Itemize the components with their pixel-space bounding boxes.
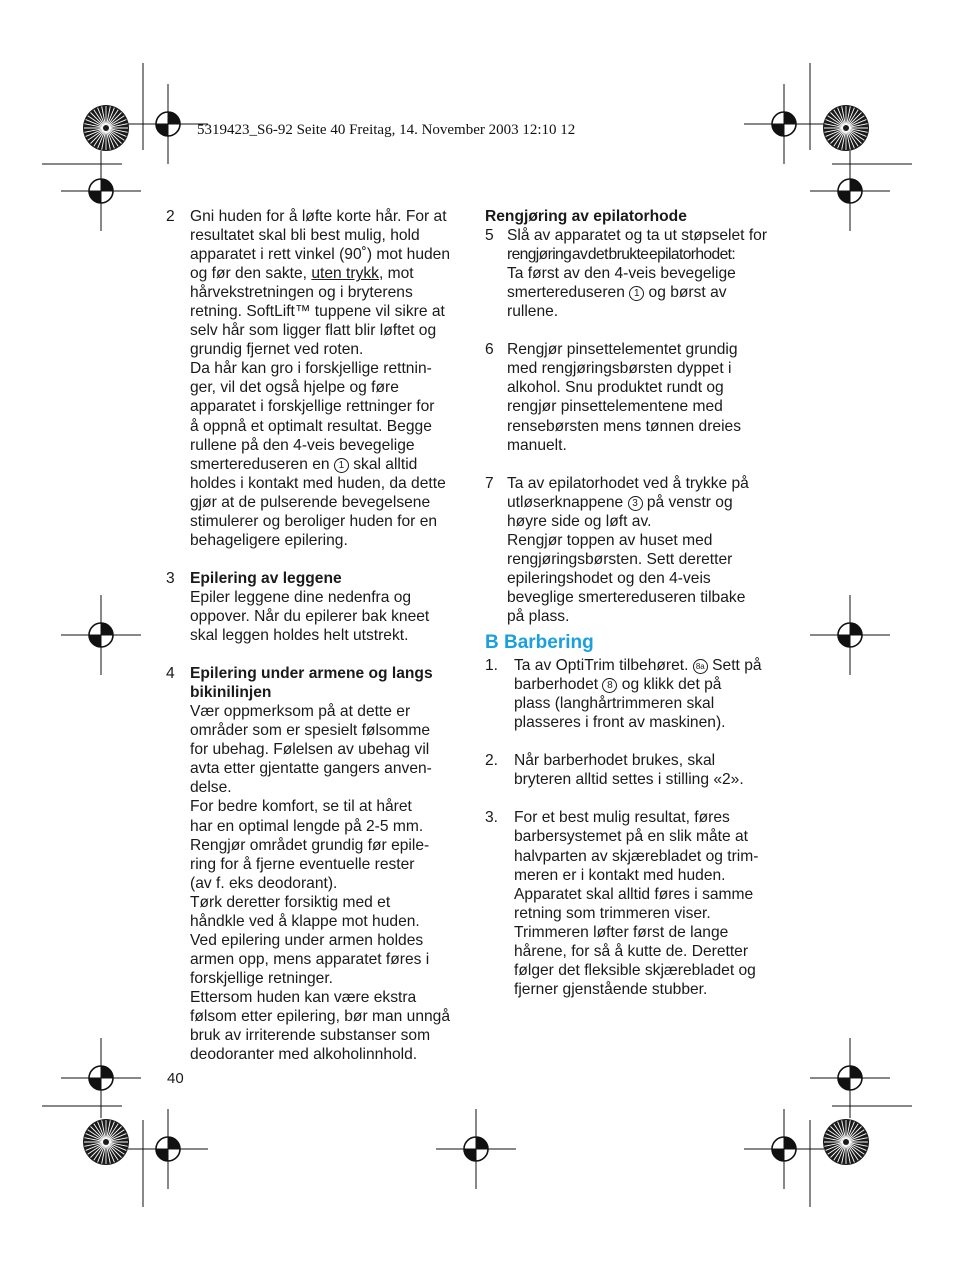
text-fragment: Sett på	[707, 657, 762, 675]
text-line: rengjør pinsettelementene med	[507, 398, 723, 416]
text-line: Rengjør området grundig før epile-	[190, 836, 430, 854]
text-line: på plass.	[507, 607, 570, 625]
text-line	[190, 264, 466, 283]
text-line: skal leggen holdes helt utstrekt.	[190, 627, 409, 645]
step-7	[485, 474, 787, 626]
figure-ref-8a: 8a	[693, 659, 708, 674]
figure-ref-8: 8	[602, 678, 617, 693]
text-line: avta etter gjentatte gangers anven-	[190, 760, 432, 778]
text-line: Da hår kan gro i forskjellige rettnin-	[190, 360, 432, 378]
step-number: 4	[166, 665, 175, 683]
text-line: Trimmeren løfter først de lange	[514, 923, 729, 941]
text-line	[514, 675, 787, 694]
text-line: Tørk deretter forsiktig med et	[190, 893, 391, 911]
text-line	[514, 656, 787, 675]
text-line: For et best mulig resultat, føres	[514, 809, 730, 827]
text-line: deodoranter med alkoholinnhold.	[190, 1046, 418, 1064]
text-line: håndkle ved å klappe mot huden.	[190, 912, 420, 930]
step-heading: Epilering under armene og langs	[190, 665, 433, 683]
text-line: manuelt.	[507, 436, 567, 454]
text-line: fjerner gjenstående stubber.	[514, 980, 708, 998]
step-6	[485, 340, 787, 454]
text-line: rensebørsten mens tønnen dreies	[507, 417, 742, 435]
text-line: oppover. Når du epilerer bak kneet	[190, 607, 430, 625]
step-number: 3.	[485, 809, 499, 827]
text-line: ring for å fjerne eventuelle rester	[190, 855, 415, 873]
text-line: rullene.	[507, 303, 559, 321]
text-line: rengjøring av det brukte epilatorhodet:	[507, 246, 736, 264]
text-line: barbersystemet på en slik måte at	[514, 828, 749, 846]
left-column	[166, 207, 466, 1064]
text-fragment: smertereduseren	[507, 284, 630, 302]
text-line: alkohol. Snu produktet rundt og	[507, 379, 724, 397]
shaving-step-3	[485, 808, 787, 998]
print-imprint-header: 5319423_S6-92 Seite 40 Freitag, 14. November 2003 12:10 12	[197, 122, 576, 138]
text-line: retning. SoftLift™ tuppene vil sikre at	[190, 303, 445, 321]
text-line: Når barberhodet brukes, skal	[514, 752, 716, 770]
step-3-text	[166, 569, 466, 645]
text-line: holdes i kontakt med huden, da dette	[190, 474, 446, 492]
text-line: Ta av epilatorhodet ved å trykke på	[507, 474, 749, 492]
text-fragment: skal alltid	[348, 455, 418, 473]
text-line	[507, 283, 787, 302]
step-5	[485, 226, 787, 321]
shaving-step-2	[485, 751, 787, 789]
text-line: bryteren alltid settes i stilling «2».	[514, 771, 744, 789]
text-line: rengjøringsbørsten. Sett deretter	[507, 550, 733, 568]
text-line: Apparatet skal alltid føres i samme	[514, 885, 754, 903]
text-fragment: Ta av OptiTrim tilbehøret.	[514, 657, 693, 675]
text-line: hårene, for så å kutte de. Deretter	[514, 942, 749, 960]
step-7-text	[485, 474, 787, 626]
shaving-step-1	[485, 656, 787, 732]
text-fragment: og før den sakte,	[190, 265, 312, 283]
step-number: 2.	[485, 752, 499, 770]
text-line: apparatet i rett vinkel (90˚) mot huden	[190, 246, 451, 264]
emphasis-underline: uten trykk	[311, 265, 379, 283]
shaving-step-2-text	[485, 751, 787, 789]
text-line: plass (langhårtrimmeren skal	[514, 695, 715, 713]
step-number: 1.	[485, 657, 499, 675]
text-line: retning som trimmeren viser.	[514, 904, 711, 922]
step-3	[166, 569, 466, 645]
text-fragment: og børst av	[644, 284, 727, 302]
text-line	[507, 493, 787, 512]
text-line: følger det fleksible skjærebladet og	[514, 961, 756, 979]
figure-ref-1: 1	[334, 458, 349, 473]
text-line: selv hår som ligger flatt blir løftet og	[190, 322, 437, 340]
text-line: grundig fjernet ved roten.	[190, 341, 364, 359]
step-2	[166, 207, 466, 550]
text-line: Gni huden for å løfte korte hår. For at	[190, 208, 447, 225]
shaving-step-1-text	[485, 656, 787, 732]
step-4	[166, 664, 466, 1064]
shaving-step-3-text	[485, 808, 787, 998]
text-line: stimulerer og beroliger huden for en	[190, 512, 438, 530]
text-line: Rengjør toppen av huset med	[507, 531, 713, 549]
text-line: for ubehag. Følelsen av ubehag vil	[190, 741, 430, 759]
step-number: 5	[485, 227, 494, 245]
text-line: har en optimal lengde på 2-5 mm.	[190, 817, 424, 835]
figure-ref-3: 3	[628, 496, 643, 511]
text-line: delse.	[190, 779, 232, 797]
text-line: ger, vil det også hjelpe og føre	[190, 379, 399, 397]
step-number: 7	[485, 474, 494, 492]
text-line: følsom etter epilering, bør man unngå	[190, 1007, 451, 1025]
text-line: Vær oppmerksom på at dette er	[190, 703, 411, 721]
text-line: plasseres i front av maskinen).	[514, 714, 726, 732]
text-line: armen opp, mens apparatet føres i	[190, 950, 430, 968]
text-line: epileringshodet og den 4-veis	[507, 569, 711, 587]
text-line: (av f. eks deodorant).	[190, 874, 338, 892]
text-line: Ved epilering under armen holdes	[190, 931, 424, 949]
text-line: Rengjør pinsettelementet grundig	[507, 341, 738, 359]
text-line: Ettersom huden kan være ekstra	[190, 988, 417, 1006]
text-fragment: og klikk det på	[617, 676, 722, 694]
page-number: 40	[167, 1070, 184, 1087]
text-line: Slå av apparatet og ta ut støpselet for	[507, 227, 768, 245]
text-line: med rengjøringsbørsten dyppet i	[507, 360, 732, 378]
text-line: behageligere epilering.	[190, 531, 348, 549]
text-line	[190, 455, 466, 474]
text-fragment: , mot	[378, 265, 414, 283]
figure-ref-1: 1	[629, 286, 644, 301]
text-line: å oppnå et optimalt resultat. Begge	[190, 417, 432, 435]
text-fragment: utløserknappene	[507, 493, 628, 511]
step-2-text	[166, 207, 466, 550]
text-fragment: på venstr og	[642, 493, 733, 511]
text-line: Ta først av den 4-veis bevegelige	[507, 265, 736, 283]
right-column	[485, 207, 787, 999]
text-line: For bedre komfort, se til at håret	[190, 798, 412, 816]
step-5-text	[485, 226, 787, 321]
step-6-text	[485, 340, 787, 454]
text-line: bruk av irriterende substanser som	[190, 1027, 431, 1045]
step-number: 3	[166, 569, 175, 587]
section-heading-barbering: B Barbering	[485, 632, 594, 654]
step-number: 6	[485, 341, 494, 359]
text-line: meren er i kontakt med huden.	[514, 866, 726, 884]
step-heading: Epilering av leggene	[190, 569, 342, 587]
text-line: apparatet i forskjellige rettninger for	[190, 398, 435, 416]
text-line: gjør at de pulserende bevegelsene	[190, 493, 431, 511]
text-line: forskjellige retninger.	[190, 969, 334, 987]
step-4-text	[166, 664, 466, 1064]
text-line: rullene på den 4-veis bevegelige	[190, 436, 415, 454]
text-fragment: smertereduseren en	[190, 455, 334, 473]
text-line: områder som er spesielt følsomme	[190, 722, 431, 740]
text-line: Epiler leggene dine nedenfra og	[190, 588, 412, 606]
text-line: hårvekstretningen og i bryterens	[190, 284, 413, 302]
text-line: høyre side og løft av.	[507, 512, 652, 530]
text-line: resultatet skal bli best mulig, hold	[190, 227, 420, 245]
step-heading: bikinilinjen	[190, 684, 272, 702]
text-line: beveglige smertereduseren tilbake	[507, 588, 746, 606]
text-line: halvparten av skjærebladet og trim-	[514, 847, 759, 865]
cleaning-heading: Rengjøring av epilatorhode	[485, 208, 687, 225]
step-number: 2	[166, 208, 175, 225]
text-fragment: barberhodet	[514, 676, 603, 694]
